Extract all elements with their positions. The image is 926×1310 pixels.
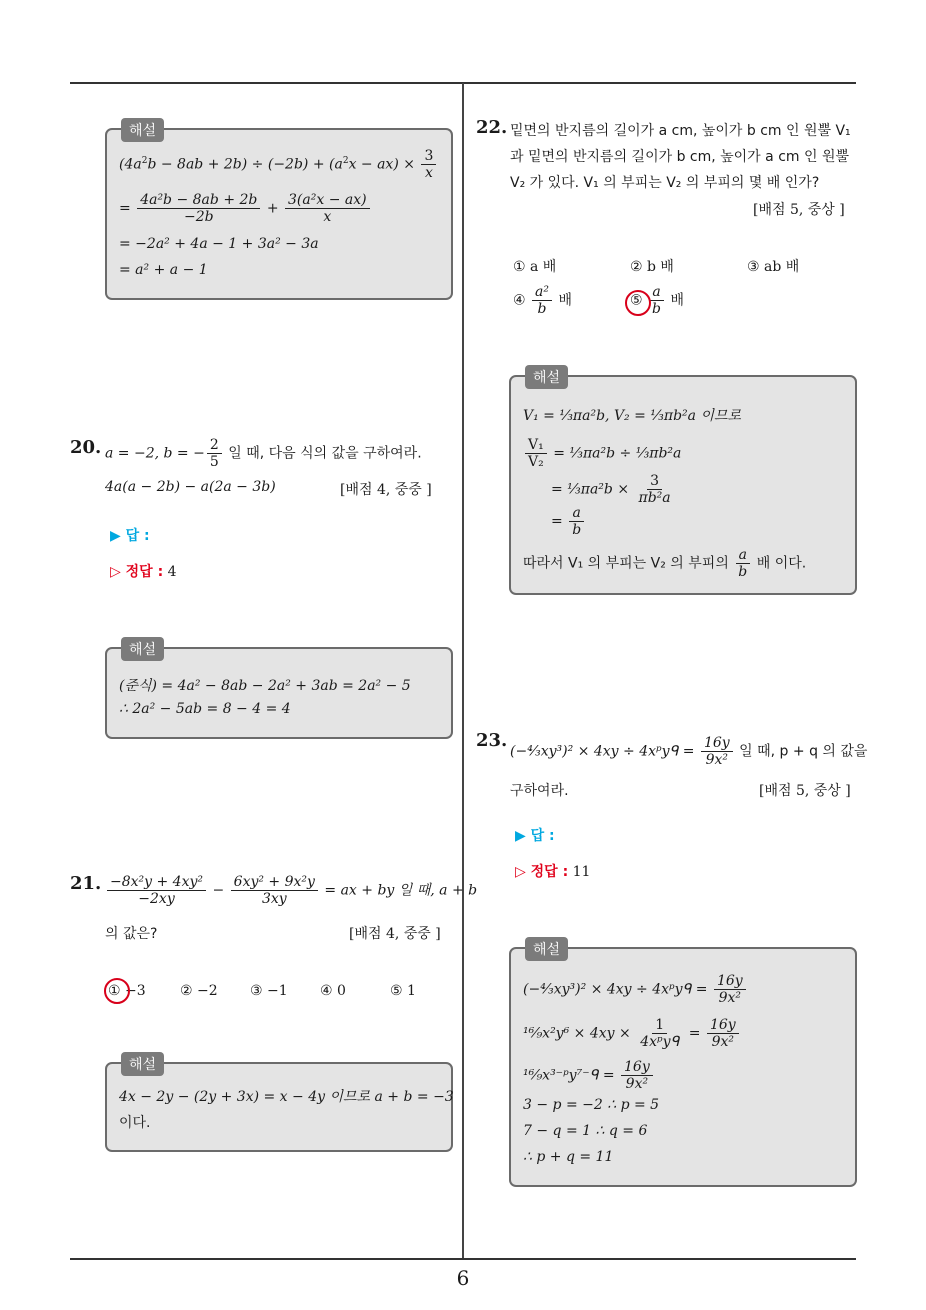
q22-selected-circle [625, 290, 651, 316]
q20-score: [배점 4, 중중 ] [340, 482, 432, 498]
q20-solution-box [105, 642, 453, 739]
q23-equation: (−⁴⁄₃xy³)² × 4xy ÷ 4xᵖyᑫ = $\frac{16y}{\text{9x²}}$ 일 때, p + q 의 값을 [510, 735, 868, 769]
q23-answer-line [515, 825, 555, 845]
q21-equation: $\frac{\text{−8x²y + 4xy²}}{-2xy}$ − $\frac{\text{6xy² + 9x²y}}{3xy}$ = ax + by 일 때, a + b [105, 874, 477, 907]
q23-solution-box [509, 942, 857, 1187]
column-divider [462, 83, 464, 1258]
q21-choice-5[interactable]: ⑤ 1 [390, 983, 416, 999]
q22-number: 22. [476, 117, 508, 138]
solution-tag: 해설 [121, 637, 164, 661]
q22-line1: 밑면의 반지름의 길이가 a cm, 높이가 b cm 인 원뿔 V₁ [510, 123, 851, 139]
q19-sol-line3: = −2a² + 4a − 1 + 3a² − 3a [119, 236, 319, 252]
solution-tag: 해설 [525, 937, 568, 961]
q21-sol-line2: 이다. [119, 1115, 151, 1131]
q22-solution-box [509, 370, 857, 595]
q21-choice-4[interactable]: ④ 0 [320, 983, 346, 999]
q23-correct-label: ▷ 정답 : [515, 864, 569, 880]
q23-sol-line2: ¹⁶⁄₉x²y⁶ × 4xy × $\frac{1}{\text{4xᵖyᑫ}}$ = $\frac{16y}{\text{9x²}}$ [523, 1017, 741, 1050]
q20-correct-line [110, 561, 177, 581]
q21-choice-2[interactable]: ② −2 [180, 983, 218, 999]
q21-score: [배점 4, 중중 ] [349, 926, 441, 942]
q23-correct-value: 11 [572, 864, 591, 880]
q20-answer-line [110, 525, 150, 545]
q22-line2: 과 밑면의 반지름의 길이가 b cm, 높이가 a cm 인 원뿔 [510, 149, 849, 165]
q20-condition: a = −2, b = − $\frac{2}{5}$ 일 때, 다음 식의 값을 구하여라. [105, 437, 422, 471]
q21-choice-3[interactable]: ③ −1 [250, 983, 288, 999]
q20-expression: 4a(a − 2b) − a(2a − 3b) [105, 479, 276, 495]
q23-sol-line5: 7 − q = 1 ∴ q = 6 [523, 1123, 648, 1139]
q23-sol-line6: ∴ p + q = 11 [523, 1149, 614, 1165]
q21-selected-circle [104, 978, 130, 1004]
q21-number: 21. [70, 873, 102, 894]
q22-choice-4[interactable]: ④ $\frac{\text{a²}}{b}$ 배 [513, 284, 572, 318]
q23-score: [배점 5, 중상 ] [759, 783, 851, 799]
solution-tag: 해설 [121, 118, 164, 142]
q21-sol-line1: 4x − 2y − (2y + 3x) = x − 4y 이므로 a + b = −3 [119, 1089, 454, 1105]
q22-sol-line5: 따라서 V₁ 의 부피는 V₂ 의 부피의 $\frac{a}{b}$ 배 이다. [523, 547, 807, 581]
q22-sol-line2: $\frac{\text{V₁}}{\text{V₂}}$ = ⅓πa²b ÷ ⅓πb²a [523, 437, 681, 470]
q20-number: 20. [70, 437, 102, 458]
q22-choice-3[interactable]: ③ ab 배 [747, 259, 800, 275]
q19-sol-line1: $(4a^2b - 8ab + 2b) \div (-2b) + (a^2x - ax)$ × $\frac{3}{x}$ [119, 148, 438, 181]
q20-answer-label: ▶ 답 : [110, 528, 150, 544]
q20-correct-label: ▷ 정답 : [110, 564, 164, 580]
q20-correct-value: 4 [167, 564, 177, 580]
solution-tag: 해설 [121, 1052, 164, 1076]
q19-sol-line4: = a² + a − 1 [119, 262, 208, 278]
q21-choice-1[interactable]: ① −3 [108, 983, 146, 999]
q22-choice-1[interactable]: ① a 배 [513, 259, 557, 275]
q21-solution-box [105, 1057, 454, 1152]
q23-number: 23. [476, 730, 508, 751]
q20-sol-line2: ∴ 2a² − 5ab = 8 − 4 = 4 [119, 701, 291, 717]
q23-sol-line3: ¹⁶⁄₉x³⁻ᵖy⁷⁻ᑫ = $\frac{16y}{\text{9x²}}$ [523, 1059, 655, 1092]
solution-tag: 해설 [525, 365, 568, 389]
q22-choice-5[interactable]: ⑤ $\frac{a}{b}$ 배 [630, 284, 684, 318]
q23-correct-line [515, 861, 590, 881]
q22-choice-2[interactable]: ② b 배 [630, 259, 674, 275]
q22-sol-line1: V₁ = ⅓πa²b, V₂ = ⅓πb²a 이므로 [523, 408, 742, 424]
q23-answer-label: ▶ 답 : [515, 828, 555, 844]
bottom-rule [70, 1258, 856, 1260]
q23-sol-line1: (−⁴⁄₃xy³)² × 4xy ÷ 4xᵖyᑫ = $\frac{16y}{\text{9x²}}$ [523, 973, 748, 1006]
q22-line3: V₂ 가 있다. V₁ 의 부피는 V₂ 의 부피의 몇 배 인가? [510, 175, 820, 191]
q22-score: [배점 5, 중상 ] [753, 202, 845, 218]
q19-solution-box [105, 123, 453, 300]
q21-line2: 의 값은? [105, 926, 158, 942]
q22-sol-line3: = ⅓πa²b × $\frac{3}{\text{πb²a}}$ [551, 473, 671, 507]
q20-sol-line1: (준식) = 4a² − 8ab − 2a² + 3ab = 2a² − 5 [119, 678, 411, 694]
q23-line2: 구하여라. [510, 783, 569, 799]
q22-sol-line4: = $\frac{a}{b}$ [551, 505, 586, 538]
q19-sol-line2: = $\frac{\text{4a²b − 8ab + 2b}}{-2b}$ + $\frac{\text{3(a²x − ax)}}{x}$ [119, 192, 372, 225]
q23-sol-line4: 3 − p = −2 ∴ p = 5 [523, 1097, 660, 1113]
page-number: 6 [456, 1266, 470, 1290]
